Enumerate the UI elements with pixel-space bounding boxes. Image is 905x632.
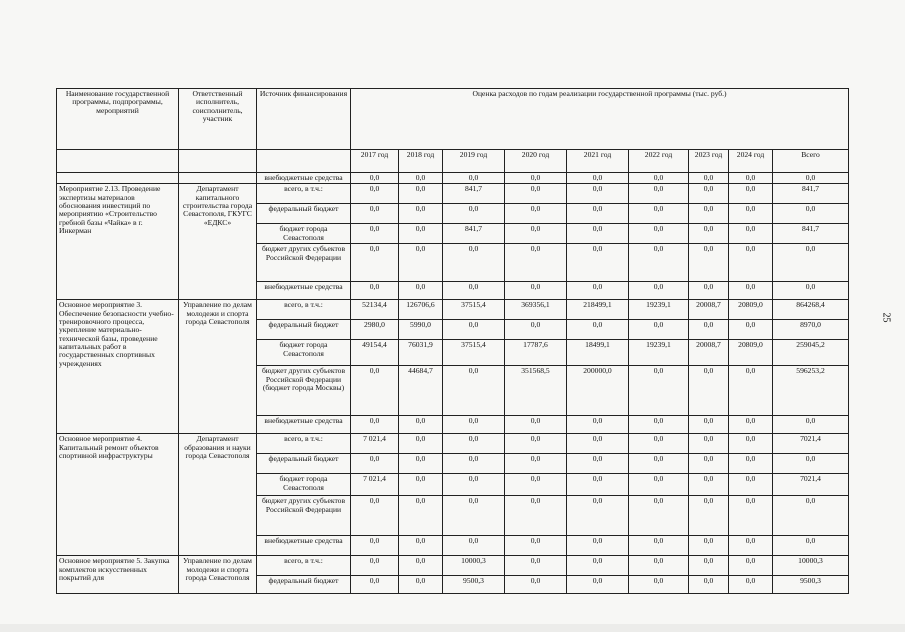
value-cell: 0,0 [629, 173, 689, 184]
value-cell: 0,0 [399, 556, 443, 576]
value-cell: 0,0 [505, 496, 567, 536]
value-cell: 0,0 [689, 184, 729, 204]
source-cell: внебюджетные средства [257, 536, 351, 556]
value-cell: 0,0 [351, 576, 399, 594]
value-cell: 18499,1 [567, 340, 629, 366]
value-cell: 10000,3 [773, 556, 849, 576]
value-cell: 0,0 [629, 536, 689, 556]
value-cell: 0,0 [773, 536, 849, 556]
executor-cell [179, 173, 257, 184]
value-cell: 0,0 [689, 496, 729, 536]
value-cell: 0,0 [443, 474, 505, 496]
value-cell: 0,0 [629, 454, 689, 474]
value-cell: 0,0 [689, 434, 729, 454]
year-header: 2018 год [399, 150, 443, 173]
value-cell: 20809,0 [729, 300, 773, 320]
value-cell: 0,0 [505, 536, 567, 556]
source-cell: внебюджетные средства [257, 173, 351, 184]
value-cell: 0,0 [351, 416, 399, 434]
value-cell: 0,0 [729, 434, 773, 454]
value-cell: 0,0 [399, 204, 443, 224]
value-cell: 0,0 [505, 282, 567, 300]
value-cell: 0,0 [567, 576, 629, 594]
value-cell: 0,0 [351, 556, 399, 576]
value-cell: 0,0 [629, 244, 689, 282]
value-cell: 0,0 [773, 454, 849, 474]
table-row [57, 300, 849, 320]
value-cell: 0,0 [505, 224, 567, 244]
value-cell: 0,0 [443, 366, 505, 416]
value-cell: 0,0 [729, 204, 773, 224]
source-cell: федеральный бюджет [257, 320, 351, 340]
value-cell: 0,0 [729, 474, 773, 496]
value-cell: 0,0 [729, 184, 773, 204]
value-cell: 0,0 [567, 536, 629, 556]
value-cell: 52134,4 [351, 300, 399, 320]
value-cell: 841,7 [443, 184, 505, 204]
header-expenses: Оценка расходов по годам реализации государственной программы (тыс. руб.) [351, 89, 849, 150]
value-cell: 8970,0 [773, 320, 849, 340]
value-cell: 76031,9 [399, 340, 443, 366]
years-row [57, 150, 849, 173]
value-cell: 2980,0 [351, 320, 399, 340]
value-cell: 0,0 [567, 184, 629, 204]
value-cell: 0,0 [443, 454, 505, 474]
source-cell: всего, в т.ч.: [257, 556, 351, 576]
value-cell: 0,0 [567, 224, 629, 244]
value-cell: 0,0 [629, 366, 689, 416]
value-cell: 0,0 [629, 224, 689, 244]
value-cell: 0,0 [505, 204, 567, 224]
table-row [57, 173, 849, 184]
value-cell: 0,0 [773, 204, 849, 224]
value-cell: 0,0 [629, 204, 689, 224]
value-cell: 0,0 [689, 474, 729, 496]
value-cell: 0,0 [399, 184, 443, 204]
value-cell: 0,0 [567, 556, 629, 576]
value-cell: 841,7 [773, 184, 849, 204]
source-cell: всего, в т.ч.: [257, 434, 351, 454]
table-row [57, 184, 849, 204]
value-cell: 20008,7 [689, 300, 729, 320]
name-cell [57, 173, 179, 184]
value-cell: 5990,0 [399, 320, 443, 340]
source-cell: бюджет других субъектов Российской Федерации [257, 244, 351, 282]
budget-table [56, 88, 849, 594]
value-cell: 0,0 [629, 282, 689, 300]
value-cell: 0,0 [567, 454, 629, 474]
value-cell: 0,0 [399, 474, 443, 496]
value-cell: 0,0 [443, 173, 505, 184]
value-cell: 0,0 [351, 184, 399, 204]
value-cell: 0,0 [399, 282, 443, 300]
value-cell: 10000,3 [443, 556, 505, 576]
source-cell: всего, в т.ч.: [257, 300, 351, 320]
value-cell: 20008,7 [689, 340, 729, 366]
value-cell: 0,0 [505, 320, 567, 340]
value-cell: 7021,4 [773, 474, 849, 496]
value-cell: 7 021,4 [351, 474, 399, 496]
value-cell: 0,0 [567, 496, 629, 536]
value-cell: 0,0 [351, 224, 399, 244]
value-cell: 0,0 [505, 454, 567, 474]
executor-cell: Управление по делам молодежи и спорта города Севастополя [179, 556, 257, 594]
source-cell: внебюджетные средства [257, 282, 351, 300]
value-cell: 0,0 [505, 244, 567, 282]
value-cell: 0,0 [729, 244, 773, 282]
value-cell: 44684,7 [399, 366, 443, 416]
value-cell: 9500,3 [443, 576, 505, 594]
header-executor: Ответственный исполнитель, соисполнитель, участник [179, 89, 257, 150]
value-cell: 369356,1 [505, 300, 567, 320]
value-cell: 0,0 [399, 224, 443, 244]
value-cell: 0,0 [567, 282, 629, 300]
value-cell: 0,0 [689, 454, 729, 474]
source-cell: бюджет города Севастополя [257, 474, 351, 496]
value-cell: 0,0 [689, 536, 729, 556]
value-cell: 0,0 [689, 416, 729, 434]
event-name-cell: Основное мероприятие 3. Обеспечение безопасности учебно-тренировочного процесса, укрепление материально-технической базы, проведение капитальных работ в государственных спортивных учреждениях [57, 300, 179, 434]
value-cell: 0,0 [689, 366, 729, 416]
year-header: Всего [773, 150, 849, 173]
value-cell: 0,0 [773, 244, 849, 282]
value-cell: 0,0 [729, 496, 773, 536]
value-cell: 596253,2 [773, 366, 849, 416]
value-cell: 0,0 [729, 454, 773, 474]
value-cell: 0,0 [689, 556, 729, 576]
value-cell: 0,0 [351, 204, 399, 224]
value-cell: 0,0 [773, 496, 849, 536]
value-cell: 0,0 [629, 576, 689, 594]
event-name-cell: Основное мероприятие 5. Закупка комплектов искусственных покрытий для [57, 556, 179, 594]
value-cell: 17787,6 [505, 340, 567, 366]
value-cell: 0,0 [689, 244, 729, 282]
value-cell: 0,0 [399, 454, 443, 474]
value-cell: 0,0 [443, 320, 505, 340]
header-name: Наименование государственной программы, подпрограммы, мероприятий [57, 89, 179, 150]
value-cell: 0,0 [505, 556, 567, 576]
value-cell: 37515,4 [443, 340, 505, 366]
value-cell: 0,0 [505, 434, 567, 454]
year-header: 2023 год [689, 150, 729, 173]
value-cell: 0,0 [689, 282, 729, 300]
value-cell: 0,0 [399, 173, 443, 184]
value-cell: 0,0 [729, 556, 773, 576]
value-cell: 0,0 [399, 434, 443, 454]
value-cell: 0,0 [567, 474, 629, 496]
source-cell: федеральный бюджет [257, 204, 351, 224]
executor-cell: Управление по делам молодежи и спорта города Севастополя [179, 300, 257, 434]
value-cell: 0,0 [399, 576, 443, 594]
header-empty-cell [179, 150, 257, 173]
value-cell: 0,0 [351, 366, 399, 416]
value-cell: 841,7 [443, 224, 505, 244]
year-header: 2024 год [729, 150, 773, 173]
value-cell: 351568,5 [505, 366, 567, 416]
value-cell: 0,0 [689, 224, 729, 244]
value-cell: 0,0 [443, 244, 505, 282]
value-cell: 0,0 [689, 320, 729, 340]
value-cell: 0,0 [505, 184, 567, 204]
value-cell: 0,0 [443, 536, 505, 556]
value-cell: 0,0 [689, 576, 729, 594]
year-header: 2021 год [567, 150, 629, 173]
value-cell: 0,0 [629, 184, 689, 204]
value-cell: 0,0 [505, 416, 567, 434]
value-cell: 0,0 [443, 496, 505, 536]
value-cell: 19239,1 [629, 300, 689, 320]
value-cell: 0,0 [443, 282, 505, 300]
value-cell: 0,0 [729, 282, 773, 300]
value-cell: 0,0 [567, 320, 629, 340]
value-cell: 0,0 [629, 416, 689, 434]
header-empty-cell [257, 150, 351, 173]
value-cell: 0,0 [351, 244, 399, 282]
value-cell: 0,0 [399, 244, 443, 282]
value-cell: 0,0 [399, 496, 443, 536]
value-cell: 126706,6 [399, 300, 443, 320]
value-cell: 0,0 [729, 536, 773, 556]
value-cell: 0,0 [567, 204, 629, 224]
header-empty-cell [57, 150, 179, 173]
value-cell: 20809,0 [729, 340, 773, 366]
header-row [57, 89, 849, 150]
year-header: 2022 год [629, 150, 689, 173]
scan-bottom-edge [0, 624, 905, 632]
executor-cell: Департамент капитального строительства города Севастополя, ГКУГС «ЕДКС» [179, 184, 257, 300]
value-cell: 0,0 [399, 416, 443, 434]
event-name-cell: Основное мероприятие 4. Капитальный ремонт объектов спортивной инфраструктуры [57, 434, 179, 556]
value-cell: 0,0 [729, 224, 773, 244]
value-cell: 0,0 [729, 416, 773, 434]
value-cell: 0,0 [729, 320, 773, 340]
executor-cell: Департамент образования и науки города Севастополя [179, 434, 257, 556]
source-cell: бюджет других субъектов Российской Федерации (бюджет города Москвы) [257, 366, 351, 416]
value-cell: 0,0 [729, 576, 773, 594]
value-cell: 0,0 [505, 576, 567, 594]
value-cell: 0,0 [729, 173, 773, 184]
source-cell: федеральный бюджет [257, 454, 351, 474]
value-cell: 0,0 [399, 536, 443, 556]
year-header: 2017 год [351, 150, 399, 173]
source-cell: бюджет города Севастополя [257, 340, 351, 366]
value-cell: 259045,2 [773, 340, 849, 366]
value-cell: 218499,1 [567, 300, 629, 320]
value-cell: 0,0 [689, 204, 729, 224]
value-cell: 49154,4 [351, 340, 399, 366]
header-source: Источник финансирования [257, 89, 351, 150]
source-cell: бюджет города Севастополя [257, 224, 351, 244]
value-cell: 0,0 [629, 320, 689, 340]
page-number: 25 [880, 312, 892, 323]
value-cell: 7021,4 [773, 434, 849, 454]
value-cell: 0,0 [351, 282, 399, 300]
value-cell: 0,0 [505, 173, 567, 184]
value-cell: 9500,3 [773, 576, 849, 594]
value-cell: 0,0 [567, 244, 629, 282]
year-header: 2019 год [443, 150, 505, 173]
value-cell: 0,0 [443, 204, 505, 224]
year-header: 2020 год [505, 150, 567, 173]
table-row [57, 434, 849, 454]
value-cell: 841,7 [773, 224, 849, 244]
value-cell: 200000,0 [567, 366, 629, 416]
value-cell: 0,0 [351, 173, 399, 184]
value-cell: 0,0 [351, 536, 399, 556]
value-cell: 0,0 [505, 474, 567, 496]
value-cell: 0,0 [773, 282, 849, 300]
value-cell: 0,0 [629, 496, 689, 536]
value-cell: 0,0 [773, 416, 849, 434]
value-cell: 19239,1 [629, 340, 689, 366]
value-cell: 0,0 [773, 173, 849, 184]
source-cell: федеральный бюджет [257, 576, 351, 594]
value-cell: 37515,4 [443, 300, 505, 320]
value-cell: 0,0 [351, 454, 399, 474]
source-cell: бюджет других субъектов Российской Федерации [257, 496, 351, 536]
value-cell: 0,0 [629, 556, 689, 576]
value-cell: 0,0 [689, 173, 729, 184]
value-cell: 0,0 [443, 434, 505, 454]
value-cell: 0,0 [629, 434, 689, 454]
value-cell: 0,0 [567, 434, 629, 454]
value-cell: 0,0 [567, 416, 629, 434]
value-cell: 7 021,4 [351, 434, 399, 454]
value-cell: 0,0 [629, 474, 689, 496]
source-cell: внебюджетные средства [257, 416, 351, 434]
value-cell: 0,0 [567, 173, 629, 184]
table-row [57, 556, 849, 576]
value-cell: 0,0 [729, 366, 773, 416]
event-name-cell: Мероприятие 2.13. Проведение экспертизы материалов обоснования инвестиций по мероприятию «Строительство гребной базы «Чайка» в г. Инкерман [57, 184, 179, 300]
value-cell: 0,0 [443, 416, 505, 434]
source-cell: всего, в т.ч.: [257, 184, 351, 204]
value-cell: 864268,4 [773, 300, 849, 320]
value-cell: 0,0 [351, 496, 399, 536]
